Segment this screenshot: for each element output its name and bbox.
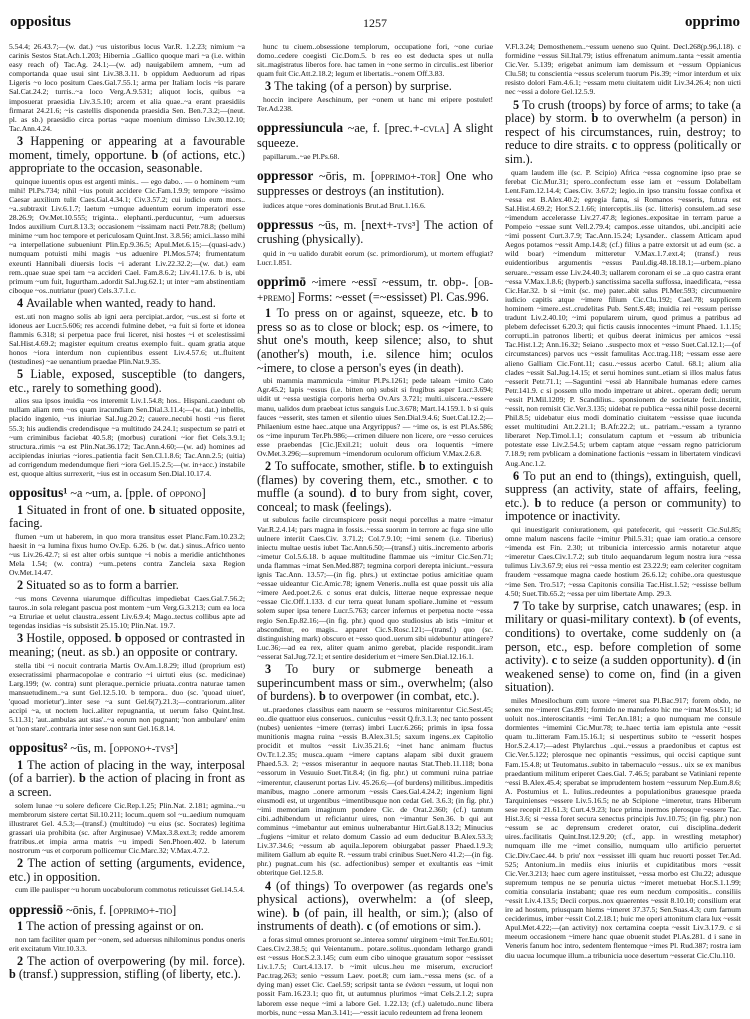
text-columns [9,42,741,1019]
entry-headword [257,121,493,150]
definition-tail: ] [201,486,206,501]
sense-number: 6 [513,468,524,483]
sense-text: Liable, exposed, susceptible (to dangers, etc., rarely to something good). [9,367,245,395]
sense-number: 3 [17,631,27,646]
sense-number: 7 [513,598,523,613]
entry-headword [257,169,493,198]
lemma: oppressus [257,216,314,232]
sense-definition [257,460,493,514]
running-head [10,14,740,34]
sense-definition [257,80,493,94]
citation-block: hoccin incipere Aeschinum, per ~onem ut hanc mi eripere postulet! Ter.Ad.238. [257,94,493,114]
etymology: -cvla [419,123,446,136]
sense-number: 3 [265,661,286,676]
sense-definition [9,759,245,800]
sense-text: To put an end to (things), extinguish, quell, suppress (an activity, state of affairs, feeling, etc.). b to reduce (a person or community) to impotence or inactivity. [505,468,741,524]
sense-text: The action of placing in the way, interposal (of a barrier). b the action of placing in front as a screen. [9,757,246,800]
citation-block: flumen ~um ut haberem, in quo mora transitus esset Planc.Fam.10.23.2; haesit in ~a lumina fixus humo Ov.Ep. 6.26. b (w. dat.) sinus..Africo uento ~us Liv.26.42.7; si est alter orbis suntque ~i nobis a meridie antichthones Mela 1.54; (w. contra) ~um..petens contra Zancleia saxa Region Ov.Met.14.47. [9,531,245,578]
column-right [505,42,741,1019]
sense-definition [9,135,245,176]
citation-block: miles Mnesilochum cum uxore ~imeret sua Pl.Bac.917; forem obdo, ne senex me ~imeret Cas.891; formido ne manufesto hic me ~imat Mos.511; id uoluit nos..interoscitantis ~imi Ter.An.181; a quo numquam me consule dormientes ~imemini Cic.Mur.78; te..haec tertia iam epistula ante ~essit quam tu..litteram Fam.15.16.1; si uespertinus subito te ~esserit hospes Hor.S.2.4.17;—adest Phylarchus ..qui..~essus a praedonibus et captus est Cic.Ver.5.122; plerosque nec opinantis ~essimus, qui occisi captique sunt Fam.15.4.8; ut Teutomatus..subito in tabernaculo ~essus.. uix se ex manibus praedantium militum eriperet Caes.Gal. 7.46.5; parabant se Vatiniani repente ~essi B.Alex.45.4; sperabat se imprudentem hostem ~essurum Nep.Eum.8.6; A. Postumius et L. Iulius..redeuntes a populationibus grauesque praeda Tarquinienses ~essere Liv.5.16.5; ne ab Scipione ~imeretur, trans Hiberum sese recepit 21.61.3; Curt.4.9.23; luce prima inermos plerosque ~essere Tac. Hist.3.6; si ~essa foret secura senectus principis Juv.10.75; (in fig. phr.) non ~essum se ac deprensum crederet orator, cui disciplina..dederit uires..facilitatis Quint.Inst.12.9.20; (cf., app. in wrestling metaphor) numquam ille me ~imet consilio, numquam ullo artificio peruertet Cic.Div.Caec.44. b priu' nox ~essisset illi quam huc reuorti posset Ter.Ad. 525; Antonium..in mediis eius iniuriis et cupiditatibus mors ~essit Cic.Ver.3.213; haec cum agere instituisset, ~essa morbo est Clu.22; adusque supremum tempus ne se penuria uictus ~imeret metuebat Hor.S.1.1.99; comitia consularia instabant; quae res eum necdum compositis.. consiliis ~essit Liv.4.13.5; Decii corpus..nox quaerentes ~essit 8.10.10; consilium erat ire ad hostem, priusquam hiems ~imeret 37.37.5; Sen.Suas.4.3; cum farnum ceciderimus, imber ~essit Col.2.18.1; huic me operi attonitum clara lux ~essit Apul.Met.4.22;—(an activity) nox certamina coepta ~essit Liv.3.17.9. c si meeum occasionem ~imere hanc quae obuenit studet Pl.As.281. d i sane in Veneris fanum hoc intro, sedentem flentemque ~imes Pl. Rud.387; rostra iam diu uacua locumque illum..a tribunicia uoce desertum ~esserat Cic.Clu.110. [505,695,741,960]
citation-block: solem lunae ~u solere deficere Cic.Rep.1.25; Plin.Nat. 2.181; agmina..~u membrorum sistere certat Sil.10.211; locum..quem sol ~u..aedium numquam illustraret Gel. 4.5.3;—(transf.) (multitudo) ~u eius (sc. Socrates) legitima grassari uia prohibita (sc. after Arginusae) V.Max.3.8.ext.3; redde amorem fratribus..et impia arma matris ~u impedi Sen.Phoen.402. b laterum nostrorum ~us et corporum pollicemur Cic.Marc.32; V.Max.4.7.2. [9,800,245,856]
sense-definition [9,579,245,593]
sense-number: 4 [17,295,27,310]
sense-text: To crush (troops) by force of arms; to take (a place) by storm. b to overwhelm (a person) in respect of his circumstances, ruin, destroy; to reduce to dire straits. c to oppress (politically or sim.). [505,97,742,166]
definition-tail: ] [173,741,178,756]
inflection: ~imere ~essī ~essum, tr. obp-. [ [306,275,479,290]
etymology: opprimo+-tio [113,904,173,917]
sense-number: 1 [17,757,28,772]
lemma: oppressiō [9,901,64,917]
sense-text: Hostile, opposed. b opposed or contrasted in meaning; (neut. as sb.) an opposite or contrary. [9,631,245,659]
sense-number: 2 [17,578,27,593]
entry-headword [9,486,245,502]
citation-block: ubi mammia mammicula ~imitur Pl.Ps.1261; pede taleam ~imito Cato Agr.45.2; lapis ~essus (i.e. bitten on) subsit si frugibus asper Lucr.3.694; uidit ut ~essa uestigia corporis herba Ov.Ars 3.721; multi..uiscera..~essere manu, ualidos dum praebeat ictus sanguis Luc.3.678; Mart.14.159.1. b si quis fauces ~esserit, stes tamen et silentio uiues Sen.Dial.9.4.6; Suet.Cal.12.2;—Philaenium estne haec..atque una Argyrippus? — ~ime os, is est Pl.As.586; os ~ime inpurum Ter.Ph.986;—crimen diluere non licere, ore ~esso ceruices esse praebendas [Cic.]Exil.21; uoluit deus ora loquentis ~imere Ov.Met.3.296;—supremum ~imendorum oculorum officium V.Max.2.6.8. [257,376,493,458]
definition-tail: ] [172,902,177,917]
lemma: opprimō [257,274,307,290]
citation-block: non tam faciliter quam per ~onem, sed aduersus nihilominus pondus oneris erit excitatum Vitr.10.3.3. [9,934,245,953]
sense-text: Situated so as to form a barrier. [26,578,179,593]
sense-definition [9,297,245,311]
left-guide-word: oppositus [10,14,71,30]
sense-definition [9,368,245,395]
definition-tail: ] One who suppresses or destroys (an institution). [257,169,493,199]
sense-number: 4 [265,878,277,893]
lemma: oppositus² [9,740,68,756]
sense-number: 1 [265,306,277,321]
etymology: oppono [169,488,202,501]
sense-definition [257,663,493,704]
sense-definition [9,504,245,531]
sense-text: Happening or appearing at a favourable moment, timely, opportune. b (of actions, etc.) appropriate to the occasion, seasonable. [9,133,245,176]
sense-definition [505,600,741,695]
citation-block: quinque iuuentis opus est argenti minis.. — ego dabo.. — o hominem ~um mihi! Pl.Ps.734; nihil ~ius potuit accidere Cic.Fam.1.9.9; tempore ~issimo Caesar auxilium tulit Caes.Gal.4.34.1; Civ.3.57.2; cui iudicio eum mors.. ~a..subtraxit Liv.6.1.7; laetum ~umque aduentum eorum imperatori esse 28.26.9; Ov.Met.10.555; triginta.. elephanti..perducuntur, ~um aduersus Indos auxilium Curt.8.13.3; occasionem ~issimam nacti Petr.78.8; (bellum) minime ~um hoc tempore et periculosam Quint.Inst. 3.8.56; amici..lasso mihi ~a interpellatione subueniunt Plin.Ep.9.36.5; Apul.Met.6.15;—(quasi-adv.) numquam potuisti mihi magis ~us aduenire Pl.Mos.574; frumentatum exeunti Hannibali diuersis locis ~i aderant Liv.22.32.2;—(w. dat.) eam rem..quae suae spei tam ~a accideri Cael. Fam.8.6.2; Liv.41.17.6. b is, ubi primum ~um fuit, Iugurtham..adordit Sal.Jug.62.1; ut inter ~am abstinentiam ciboque ~os..nutriatur (puer) Cels.3.7.1.c. [9,176,245,295]
sense-number: 2 [17,856,28,871]
column-left [9,42,245,1019]
column-middle [257,42,493,1019]
citation-block: a foras simul omnes proruont se..interea somnu' uirginem ~imit Ter.Eu.601; Caes.Civ.2.38.5; qui Veientanum.. potare..solitus..quondam lethargo grandi est ~essus Hor.S.2.3.145; cum eum cibo uinoque grauatum sopor ~essisset Liv.1.7.5; Curt.4.13.17. b ~imit ulcus..heu me miserum, excrucior! Pac.trag.263; senio ~essum Laev. poet.8; cum iam..~essa mens (sc. of a dying man) esset Cic. Cael.59; scripsit tanta se ἐνάσει ~essum, ut loqui non possit Fam.16.23.1; quo fit, ut autumnus plurimos ~imat Cels.2.1.2; supra laborem esse neque ~imi a labore Gel. 1.22.13; (cf.) ualetudo..nunc libera morbis, nunc ~essa Man.3.141;—~essit iaculo redeuntem ad frena leonem [257,934,493,1017]
definition-tail: ] A slight squeeze. [257,121,494,150]
sense-number: 3 [17,133,31,148]
sense-text: The taking (of a person) by surprise. [274,79,452,94]
sense-number: 2 [17,953,28,968]
etymology: opprimo+-tor [374,171,437,184]
right-guide-word: opprimo [684,14,740,30]
citation-block: iudices atque ~ores dominationis Brut.ad Brut.1.16.6. [263,200,426,210]
sense-number: 1 [17,919,27,934]
sense-number: 5 [513,97,523,112]
sense-text: To press on or against, squeeze, etc. b to press so as to close or block; esp. os ~imere, to shut one's mouth, keep silence; also, to shut (another's) mouth, i.e. silence him; oculos ~imere, to close a person's eyes (in death). [257,306,494,375]
sense-text: The action of setting (arguments, evidence, etc.) in opposition. [9,856,245,884]
page-number: 1257 [363,16,387,30]
citation-block: cum ille paulisper ~u horum uocabulorum commotus reticuisset Gel.14.5.4. [15,885,245,895]
citation-block: qui inuestigarit coniurationem, qui patefecerit, qui ~esserit Cic.Sul.85; omne malum nascens facile ~imitur Phil.5.31; quae iam oratio..a censore ~imenda est Fin. 2.30; ut tribunicia intercessio armis notaretur atque ~imeretur Caes.Civ.1.7.2; sub titulo aequandarum legum nostra iura ~essa tulimus Liv.3.67.9; eius rei ~essa mentio est 23.22.9; eam celeriter cognitam fraudem ~essamque magna caede hostium 26.6.12; cohibe..ora questusque ~ime Sen. Tro.517; ~essa Capitonis consilia Tac.Hist.1.52; ~essisse bellum 4.50; Suet.Tib.65.2; ~essa per uim libertate Amp. 29.3. [505,525,741,598]
citation-block: hunc tu ciuem..obsessione templorum, occupatione fori, ~one curiae domo..cedere coegisti Cic.Dom.5. b res eo est deducta spes ut nulla sit..magistratus liberos fore. hac tamen in ~one sermo in circulis..est liberior quam fuit Cic.Att.2.18.2; legum et libertatis..~onem Off.3.83. [257,42,493,79]
citation-block: est..uti non magno solis ab igni aera percipiat..ardor, ~us..est si forte et idoneus aer Lucr.5.606; res accendi fulmine debet, ~a fuit si forte et idonea flammis 6.318; si perpetua pace frui liceret, nisi hostes ~i et scelestissimi Sal.Hist.4.69.2; magister equitum creatus exemplo fuit.. quam gratia atque honos ~iora interdum non cupientibus essent Liv.4.57.6; ut..fluitent (testudines) ~ae uenantium praedae Plin.Nat.9.35. [9,311,245,366]
sense-definition [505,470,741,524]
sense-text: Situated in front of one. b situated opposite, facing. [9,502,245,531]
citation-block: alios sua ipsos inuidia ~os interemit Liv.1.54.8; hos.. Hispani..caedunt ob nullam aliam rem ~os quam iracundiam Sen.Dial.3.11.4;—(w. dat.) inbellis, placido ingenio, ~us iniuriae Sal.Jug.20.2; cauere..necubi hosti ~us fieret 55.3; his audiendis credendisque ~a multitudo 24.24.1; suspectum se patri et ~um criminibus faciebat 40.5.8; (morbus) curationi ~ior fiet Cels.3.9.1; structura..rimis ~a est Plin.Nat.36.172; Tac.Ann.4.60;—(w. ad) homines ad accipiendas iniurias ~iores..patientia facit Sen.Cl.1.8.6; Tac.Ann.2.5; (uitia) ad corrigendum medendumque fieri ~iora Gel.15.2.5;—(w. in+acc.) instabile est, quoque altius surrexerit, ~ius est in occasum Sen.Dial.10.17.4. [9,396,245,479]
citation-block: ~us mons Cevenna uiarumque difficultas impediebat Caes.Gal.7.56.2; tauros..in sola relegant pascua post montem ~um Verg.G.3.213; cum ea loca ~a Etruriae et uelut claustra..essent Liv.6.9.4; Mago..tectus collibus apte ad tegendas insidias ~is subsistit 25.15.10; Plin.Nat. 19.7. [9,593,245,631]
citation-block: papillarum..~ae Pl.Ps.68. [263,152,340,162]
sense-definition [9,632,245,659]
sense-definition [257,880,493,934]
sense-text: (of things) To overpower (as regards one's physical actions), overwhelm: a (of sleep, wine). b (of pain, ill health, or sim.); (also of instruments of death). c (of emotions or sim.). [257,878,493,934]
sense-definition [9,955,245,982]
lemma: oppositus¹ [9,485,68,501]
sense-number: 5 [17,367,31,382]
citation-block: quid in ~u ualido durabit eorum (sc. primordiorum), ut mortem effugiat? Lucr.1.851. [257,248,493,267]
citation-block: ut..praedones classibus eam nauem se ~essuros minitarentur Cic.Sest.45; eo..die quattuor eius conseruos.. cuniculus ~essit Q.fr.3.1.3; nec tanto possent (nubes) uenientes ~imere (terras) imbri Lucr.6.266; primis in ipsa fossa munitionis magna ruina ~essis B.Alex.31.5; saxum ingens..ex Capitolio procidit et multos ~essit Liv.35.21.6; ~inet hanc animam fluctus Ov.Tr.1.2.35; musca..quam ~imere captans alapam sibi duxit grauem Phaed.5.3. 2; ~essos miserantur in aequore nautas Stat.Theb.11.118; bona ~essorum in Vesuuio Suet.Tit.8.4; (in fig. phr.) ut communi ruina patriae ~imerentur, clauserunt portas Liv. 45.26.6;—(of burdens) militibus..impeditis manibus, magno ..onere armorum ~essis Caes.Gal.4.24.2; ingenium ligni eiusmodi est, ut urgentibus ~imentibusque non cedat Gel. 3.6.3; (in fig. phr.) ~imi memoriam imaginum pondere Cic. de Orat.2.360; (cf.) tantum cibi..adhibendum ut reficiantur uires, non ~imantur Sen.36. b qui aut comminus ~imebantur aut eminus uulnerabantur Hirt.Gal.8.13.2; Minucius ..fugiens ~imitur et relato domum Cassio ad eum deducitur B.Alex.53.3; Liv.37.34.6; ~essum ab aquila..leporem obiurgabat passer Phaed.1.9.3; militem Gallum ab equite R. ~essum trabi crinibus Suet.Nero 41.2;—(in fig. phr.) pugnat..cum his (sc. adfectionibus) semper et exultantis eas ~imit obteritque Gel.12.5.8. [257,704,493,878]
entry-headword [9,741,245,757]
sense-definition [505,99,741,167]
sense-text: To bury or submerge beneath a superincumbent mass or sim., overwhelm; (also of burdens). b to overpower (in combat, etc.). [257,661,493,704]
entry-headword [257,275,493,305]
etymology: ob-+premo [257,277,493,304]
sense-text: To take by surprise, catch unawares; (esp. in military or quasi-military context). b (of events, conditions) to overtake, come suddenly on (a person, etc., esp. before completion of some activity). c to seize (a sudden opportunity). d (in weakened sense) to come on, find (in a given situation). [505,598,742,695]
inflection: ~ōnis, f. [ [63,902,114,917]
sense-definition [257,307,493,375]
etymology: oppono+-tvs³ [113,743,174,756]
inflection: ~ūs, m. [next+ [313,217,394,232]
inflection: ~ae, f. [prec.+ [343,121,420,136]
inflection: ~ōris, m. [ [313,169,375,184]
inflection: ~ūs, m. [ [67,741,114,756]
citation-block: V.Fl.3.24; Demosthenem..~essum ueneno suo Quint. Decl.268(p.96,l.18). c formidine ~essus Sil.Ital.79; istius effrenatum animum..tanta ~essit amentia Cic.Ver. 5.139; erigebat animum iam demissum et ~essum Oppianicus Clu.58; tu conscientia ~essus scelerum tuorum Pis.39; ~imor interdum et uix resisto dolori Fam.4.6.1; ~essam metu ciuitatem uidit Liv.34.26.4; non uicti nec ~essi a dolore Gel.12.5.9. [505,42,741,97]
sense-text: The action of pressing against or on. [26,919,204,934]
sense-definition [9,857,245,884]
sense-number: 1 [17,502,27,517]
citation-block: ut subulcus facile circumspicere possit nequi porcellus a matre ~imatur Var.R.2.4.14; pars magna in fossis..~essa suorum in terrore ac fuga sine ullo uulnere interiit Caes.Civ. 3.71.2; Col.7.9.10; ~imi senem (i.e. Tiberius) iniectu multae uestis iubet Tac.Ann.6.50;—(transf.) uitis..incremento arboris ~imetur Col.5.6.18. b aquae multitudine flammae uis ~imitur Cic.Sen.71; unda flammas ~imat Sen.Med.887; tegmina corpori derepta iniciunt..~essura ignis Tac.Ann. 13.57;—(in fig. phrs.) ut extinctae potius amicitiae quam ~essae uideantur Cic.Amic.78; ignem Veneris..nulla est quae possit uis alia ~imere Aed.poet.2.6. c sonus erat dulcis, litterae neque expressae neque ~essae Cic.Off.1.133. d cur terra queat lunam spoliare..lumine et ~essum solem super ipsa tenere Lucr.5.763; carcer infernus et perpetua nocte ~essa regio Sen.Ep.82.16;—(in fig. phr.) quod quo studiosius ab istis ~imitur et absconditur, eo magis.. apparet Cic.S.Rosc.121;—(transf.) quo (sc. distinguishing mark) obscuro et ~esso quod..uerum sibi uidebuntur attingere? Luc.36;—ad ea rex, aliter quam animo gerebat, placide respondit..iram ~esserat Sal.Jug.72.1; et sentire desiderium et ~imere Sen.Dial.12.16.1. [257,515,493,661]
sense-number: 3 [265,79,275,94]
citation-block: quam laudem ille (sc. P. Scipio) Africa ~essa cognomine ipso prae se ferebat Cic.Mur.31; spero..confectum esse iam et ~essum Dolabellam Lent.Fam.12.14.4; Caes.Civ. 3.67.2; legio..in ipso transitu fossae confixa et ~essa est B.Alex.40.2; egregia fama, si Romanos ~esseris, futura est Sal.Hist.4.69.2; Hor.S.2.1.66; interceptis..iis (sc. litteris) consulem..ad sese ~imendum accelerasse Liv.27.47.8; legiones..expositae in terram parue a Pompeio ~essae sunt Vell.2.79.4; campos..esse uitandos, ubi..ancipiti acie ~imi possent Curt.3.7.9; Tac.Ann.15.24; Lysander.. classem Atticam apud Aegos potamos ~essit Amp.14.8; (cf.) filius a patre extorsit ut ad eum (sc. a wild boar) ~imendum mitteretur V.Max.1.7.ext.4; (transf.) reus euidentioribus argumentis ~essus Paul.dig.48.18.18.1;—urbem..piano seruare..~essam esse Liv.24.40.3; uallarem coronam ei se ..a quo castra erant ~essa V.Max.1.8.6; (hyperb.) sanctissima sacella suffossa, inaedificata, ~essa Cic.Har.32. b si ~imit (sc. me) pater..abit salus Pl.Mer.593; circumuenire iudicio capitis atque ~imere filium Cic.Clu.192; Cael.78; supplicem hominem ~imere..est..crudelitas Pub. Sent.S.48; inuidia rei ~essum perisse tradunt Liv.2.40.10; ~imi popularem uirum, quod primus a patribus ad plebem defecisset 6.20.3; qui fictis causis innocentes ~imunt Phaed. 1.1.15; corrupti..in patronos liberti; et quibus deerat inimicus per amicos ~essi Tac.Hist.1.2; Ann.16.32; Seiano ..suspecto mox et ~esso Suet.Cal.12.1;—(of circumstances) parvos ucs ~essit famulitas Acc.trag.118; ~essam esse aere alieno Galliam Cic.Font.11; casu..~essus acerbo Catul. 68.1; alium alia clades ~essit Sal.Jug.14.15; et serui homines sunt..etiam si illos malus fatus ~esserit Petr.71.1; —Saguntini ~essi ab Hannibale humanas edere carnes Petr.141.9. c si possem ullo modo impetrare ut abiret.. operam dedi; uerum ~essit Pl.Mil.1209; P. Scandilius.. sponsionem de societate fecit..institit, ~essit, non remisit Cic.Ver.3.135; uidebat re publica ~essa nihil posse decerni Phil.8.5; uidebatur eius modi dominatio ciuitatem ~essisse quae iucunda esset multitudini Att.2.21.1; B.Afr.22.2; ut.. patriam..~essam a tyranno liberaret Nep.Timol.1.1; consulatum captum et ~essum ab tribunicia potestate esse Liv.2.54.5; urbem captam atque ~essam regno patriciorum 7.18.9; rem pvblicam a dominatione factionis ~essam in libertatem vindicavi Aug.Anc.1.2. [505,167,741,468]
sense-text: To suffocate, smother, stifle. b to extinguish (flames) by covering them, etc., smother. c to muffle (a sound). d to bury from sight, cover, conceal; to mask (feelings). [257,459,493,514]
lemma: oppressiuncula [257,120,344,136]
sense-text: The action of overpowering (by mil. force). b (transf.) suppression, stifling (of liberty, etc.). [9,953,245,982]
sense-number: 2 [265,459,275,474]
inflection: ~a ~um, a. [pple. of [67,486,170,501]
definition-tail: ] Forms: ~esset (=~essisset) Pl. Cas.996. [290,289,489,304]
etymology: -tvs³ [393,219,416,232]
citation-block: stella tibi ~i nocuit contraria Martis Ov.Am.1.8.29; illud (proprium est) exsecratissimi pharmacopolae e contrario ~i uirtuti eius (sc. medicinae) Larg.199; (w. contra) sunt pleraque..pernicie priuata..contra naturae tamen mansuetudinem..~a sunt Gel.12.5.10. b tempora.. duo (sc. 'quoad uiuet', 'quoad morietur')..inter sese ~a sunt Gel.6(7).21.3;—contrariorum..aliter accipi ~a, ut noctem luci..aliter repugnantia, ut uerum falso Quint.Inst. 5.11.31; 'aut..ambulas aut stas'..~a eorum non pugnant; 'non ambulare' enim et 'non stare'..contraria inter sese non sunt Gel.16.8.14. [9,660,245,734]
entry-headword [257,218,493,247]
sense-definition [9,920,245,934]
definition-tail: ] The action of crushing (physically). [257,217,494,247]
sense-text: Available when wanted, ready to hand. [26,295,216,310]
lemma: oppressor [257,168,314,184]
citation-block: 5.54.4; 26.43.7;—(w. dat.) ~us uistoribus locus Var.R. 1.2.23; nimium ~a carinis Sestos Stat.Ach.1.203; Hibernia ..Gallico quoque mari ~a (i.e. within easy reach of) Tac.Ag. 24.1;—(w. ad) nauigabilem amnem, ~um ad comportanda quae usui sint Liv.38.3.11. b oppidum Aeduorum ad ripas Ligeris ~o loco positum Caes.Gal.7.55.1; arma per Italiam locis ~is parare Sal.Cat.24.2; turris..~a loco Verg.A.9.531; aliquot locis, quibus ~a imposuerat praesidia Liv.3.5.10; arcem et alia quae..~a erant praesidiis firmarat 24.21.6; ~is castellis disponenda praesidia Sen. Ben.7.3.2;—(neut. pl. as sb.) praesidio circa portas ~aque moenium dimisso Liv.30.12.10; Tac.Ann.4.24. [9,42,245,133]
entry-headword [9,903,245,919]
